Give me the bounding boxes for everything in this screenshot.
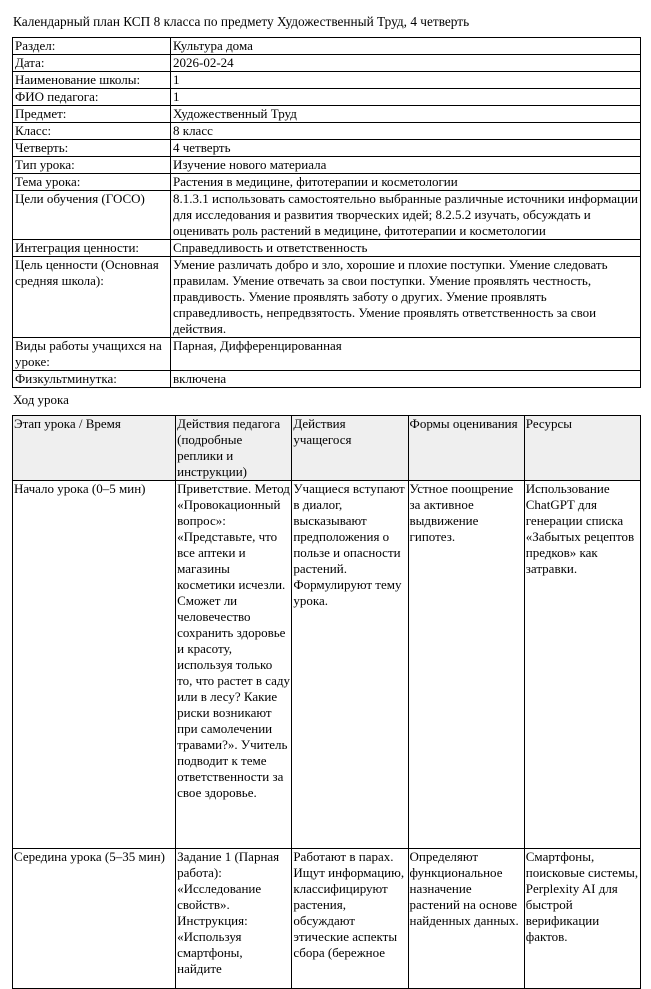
lesson-teacher-cell: Приветствие. Метод «Провокационный вопрос»: «Представьте, что все аптеки и магазины косметики исчезли. Сможет ли человечество сохранить здоровье и красоту, используя только то, что растет в саду или в лесу? Какие риски возникают при самолечении травами?». Учитель подводит к теме ответственности за свое здоровье. xyxy=(176,481,292,849)
lesson-student-cell: Работают в парах. Ищут информацию, классифицируют растения, обсуждают этические аспекты сбора (бережное xyxy=(292,849,408,989)
meta-row xyxy=(13,72,641,89)
meta-value: Справедливость и ответственность xyxy=(171,240,641,257)
meta-value: 1 xyxy=(171,72,641,89)
meta-label: Тема урока: xyxy=(13,174,171,191)
lesson-flow-table xyxy=(12,415,641,989)
meta-row xyxy=(13,38,641,55)
meta-label: Раздел: xyxy=(13,38,171,55)
lesson-stage-cell: Середина урока (5–35 мин) xyxy=(13,849,176,989)
header-stage: Этап урока / Время xyxy=(13,416,176,481)
section-label-lesson-flow: Ход урока xyxy=(13,392,69,407)
meta-row xyxy=(13,55,641,72)
lesson-student-cell: Учащиеся вступают в диалог, высказывают предположения о пользе и опасности растений. Формулируют тему урока. xyxy=(292,481,408,849)
meta-row xyxy=(13,338,641,371)
document-title: Календарный план КСП 8 класса по предмету Художественный Труд, 4 четверть xyxy=(13,14,470,29)
meta-label: ФИО педагога: xyxy=(13,89,171,106)
meta-row xyxy=(13,371,641,388)
lesson-stage-cell: Начало урока (0–5 мин) xyxy=(13,481,176,849)
lesson-row xyxy=(13,481,641,849)
meta-row xyxy=(13,140,641,157)
header-assessment: Формы оценивания xyxy=(408,416,524,481)
meta-label: Наименование школы: xyxy=(13,72,171,89)
header-student-actions: Действия учащегося xyxy=(292,416,408,481)
header-teacher-actions: Действия педагога (подробные реплики и инструкции) xyxy=(176,416,292,481)
meta-label: Виды работы учащихся на уроке: xyxy=(13,338,171,371)
meta-row xyxy=(13,240,641,257)
meta-value: Изучение нового материала xyxy=(171,157,641,174)
lesson-row xyxy=(13,849,641,989)
meta-row xyxy=(13,123,641,140)
meta-row xyxy=(13,106,641,123)
lesson-teacher-cell: Задание 1 (Парная работа): «Исследование свойств». Инструкция: «Используя смартфоны, найдите xyxy=(176,849,292,989)
meta-value: 4 четверть xyxy=(171,140,641,157)
header-resources: Ресурсы xyxy=(524,416,640,481)
meta-label: Цель ценности (Основная средняя школа): xyxy=(13,257,171,338)
meta-value: 2026-02-24 xyxy=(171,55,641,72)
meta-label: Цели обучения (ГОСО) xyxy=(13,191,171,240)
meta-label: Дата: xyxy=(13,55,171,72)
meta-value: Художественный Труд xyxy=(171,106,641,123)
meta-value: Парная, Дифференцированная xyxy=(171,338,641,371)
meta-label: Предмет: xyxy=(13,106,171,123)
meta-label: Физкультминутка: xyxy=(13,371,171,388)
lesson-meta-table xyxy=(12,37,641,388)
meta-value: 1 xyxy=(171,89,641,106)
meta-row xyxy=(13,157,641,174)
lesson-table-header-row xyxy=(13,416,641,481)
lesson-assessment-cell: Устное поощрение за активное выдвижение гипотез. xyxy=(408,481,524,849)
meta-value: 8 класс xyxy=(171,123,641,140)
meta-row xyxy=(13,174,641,191)
meta-value: Культура дома xyxy=(171,38,641,55)
meta-value: включена xyxy=(171,371,641,388)
meta-row xyxy=(13,257,641,338)
meta-label: Класс: xyxy=(13,123,171,140)
meta-value: Умение различать добро и зло, хорошие и плохие поступки. Умение следовать правилам. Умение отвечать за свои поступки. Умение проявлять честность, правдивость. Умение проявлять заботу о других. Умение проявлять справедливость, непредвзятость. Умение проявлять ответственность за свои действия. xyxy=(171,257,641,338)
meta-label: Четверть: xyxy=(13,140,171,157)
meta-value: Растения в медицине, фитотерапии и косметологии xyxy=(171,174,641,191)
meta-label: Тип урока: xyxy=(13,157,171,174)
meta-row xyxy=(13,89,641,106)
lesson-assessment-cell: Определяют функциональное назначение растений на основе найденных данных. xyxy=(408,849,524,989)
meta-label: Интеграция ценности: xyxy=(13,240,171,257)
lesson-resources-cell: Использование ChatGPT для генерации списка «Забытых рецептов предков» как затравки. xyxy=(524,481,640,849)
lesson-resources-cell: Смартфоны, поисковые системы, Perplexity AI для быстрой верификации фактов. xyxy=(524,849,640,989)
meta-value: 8.1.3.1 использовать самостоятельно выбранные различные источники информации для исследования и развития творческих идей; 8.2.5.2 изучать, обсуждать и оценивать роль растений в медицине, фитотерапии и косметологии xyxy=(171,191,641,240)
meta-row xyxy=(13,191,641,240)
